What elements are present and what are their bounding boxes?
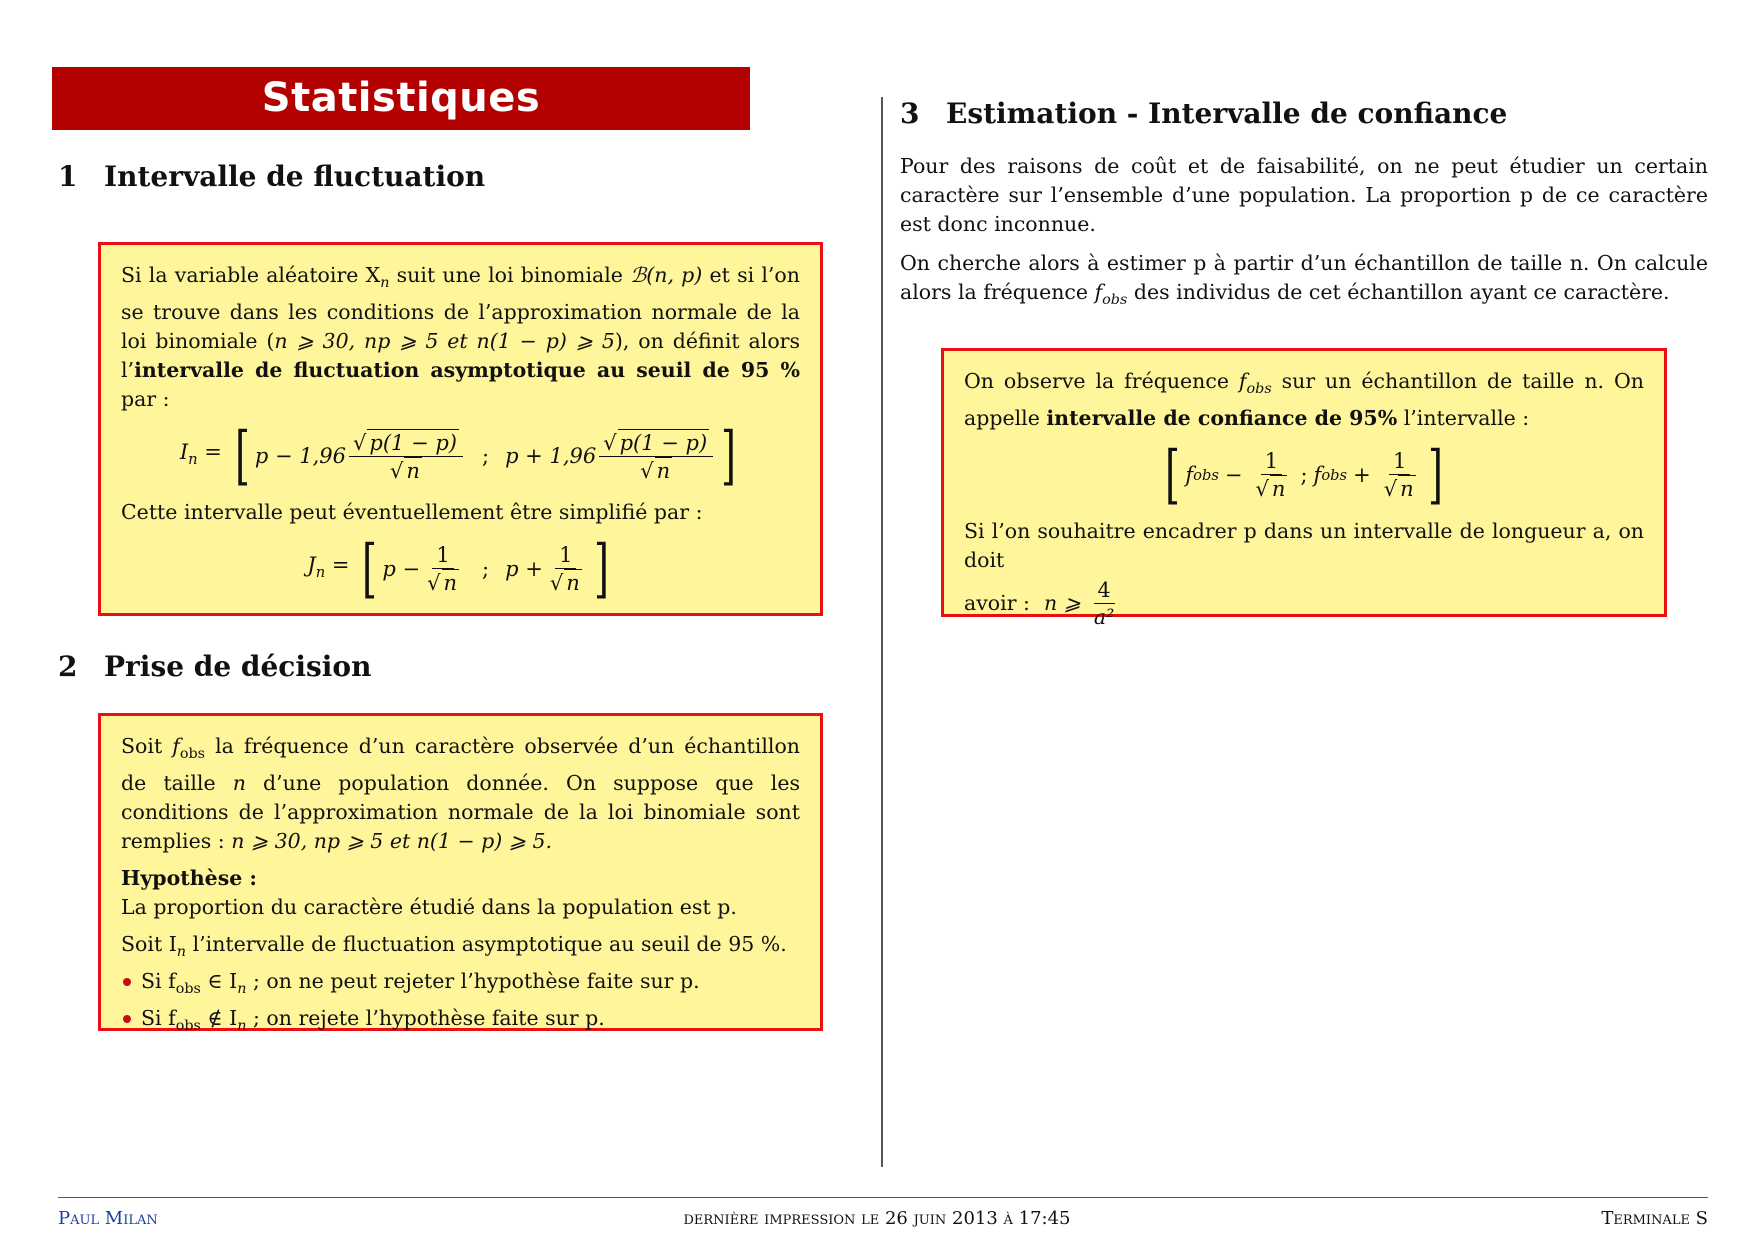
estimation-intro xyxy=(900,152,1708,325)
list-item: Si $f_{obs}$ ∈ $I_n$ ; on ne peut rejeter l’hypothèse faite sur p. xyxy=(121,967,800,1004)
equation-Jn: $J_n$ = [ p − $\frac{1}{√ n}$ ; p + $\frac{1}{√ n}$ ] xyxy=(307,532,609,607)
section-1-heading xyxy=(58,160,485,193)
decision-box xyxy=(98,713,823,1035)
decision-context: Soit $f_{obs}$ la fréquence d’un caractère observée d’un échantillon de taille n d’une population donnée. On suppose que les conditions de l’approximation normale de la loi binomiale sont remplies : n ⩾ 30, np ⩾ 5 et n(1 − p) ⩾ 5. xyxy=(121,734,800,854)
section-3-heading xyxy=(900,97,1507,130)
section-title: Intervalle de fluctuation xyxy=(104,160,486,193)
list-item: Si $f_{obs}$ ∉ $I_n$ ; on rejete l’hypothèse faite sur p. xyxy=(121,1004,800,1041)
column-divider xyxy=(881,97,883,1167)
fluctuation-box xyxy=(98,242,823,616)
section-title: Prise de décision xyxy=(104,650,372,683)
equation-In: $I_n$ = [ p − 1,96 $\frac{√ p(1 - p)}{√ n}$ ; p + 1,96 $\frac{√ p(1 - p)}{√ n}$ ] xyxy=(179,419,737,494)
decision-rules: Soit $I_n$ l’intervalle de fluctuation asymptotique au seuil de 95 %. Si $f_{obs}$ ∈ $I_n$ ; on ne peut rejeter l’hypothèse faite sur p. Si $f_{obs}$ ∉ $I_n$ ; on rejete l’hypothèse faite sur p. xyxy=(121,930,800,1041)
estimation-paragraph-1: Pour des raisons de coût et de faisabilité, on ne peut étudier un certain caractère sur l’ensemble d’une population. La proportion p de ce caractère est donc inconnue. xyxy=(900,154,1708,236)
section-2-heading xyxy=(58,650,371,683)
length-condition: Si l’on souhaitre encadrer p dans un intervalle de longueur a, on doit xyxy=(964,519,1644,573)
page-title: Statistiques xyxy=(52,67,750,130)
footer-class: Terminale S xyxy=(1601,1208,1708,1229)
footer-rule xyxy=(58,1197,1708,1198)
section-number: 1 xyxy=(58,160,78,193)
simplification-text: Cette intervalle peut éventuellement être simplifié par : xyxy=(121,500,703,525)
confidence-box xyxy=(941,348,1667,630)
equation-confidence-interval: [ f obs − $\frac{1}{√ n}$ ; f obs + $\frac{1}{√ n}$ ] xyxy=(1165,438,1443,513)
footer-print-date: dernière impression le 26 juin 2013 à 17:45 xyxy=(683,1208,1071,1229)
sample-size-inequality: avoir : n ⩾ $\frac{4}{\text{a²}}$ xyxy=(964,578,1115,630)
section-number: 3 xyxy=(900,97,920,130)
confidence-definition: On observe la fréquence $f_{obs}$ sur un échantillon de taille n. On appelle intervalle de confiance de 95% l’intervalle : xyxy=(964,369,1645,431)
fluctuation-definition: Si la variable aléatoire $X_n$ suit une loi binomiale ℬ(n, p) et si l’on se trouve dans les conditions de l’approximation normale de la loi binomiale (n ⩾ 30, np ⩾ 5 et n(1 − p) ⩾ 5), on définit alors l’intervalle de fluctuation asymptotique au seuil de 95 % par : xyxy=(121,263,800,412)
section-title: Estimation - Intervalle de confiance xyxy=(946,97,1508,130)
estimation-paragraph-2: On cherche alors à estimer p à partir d’un échantillon de taille n. On calcule alors la fréquence $f_{obs}$ des individus de cet échantillon ayant ce caractère. xyxy=(900,251,1708,309)
section-number: 2 xyxy=(58,650,78,683)
footer-author: Paul Milan xyxy=(58,1208,158,1229)
hypothesis: Hypothèse : La proportion du caractère étudié dans la population est p. xyxy=(121,866,737,920)
